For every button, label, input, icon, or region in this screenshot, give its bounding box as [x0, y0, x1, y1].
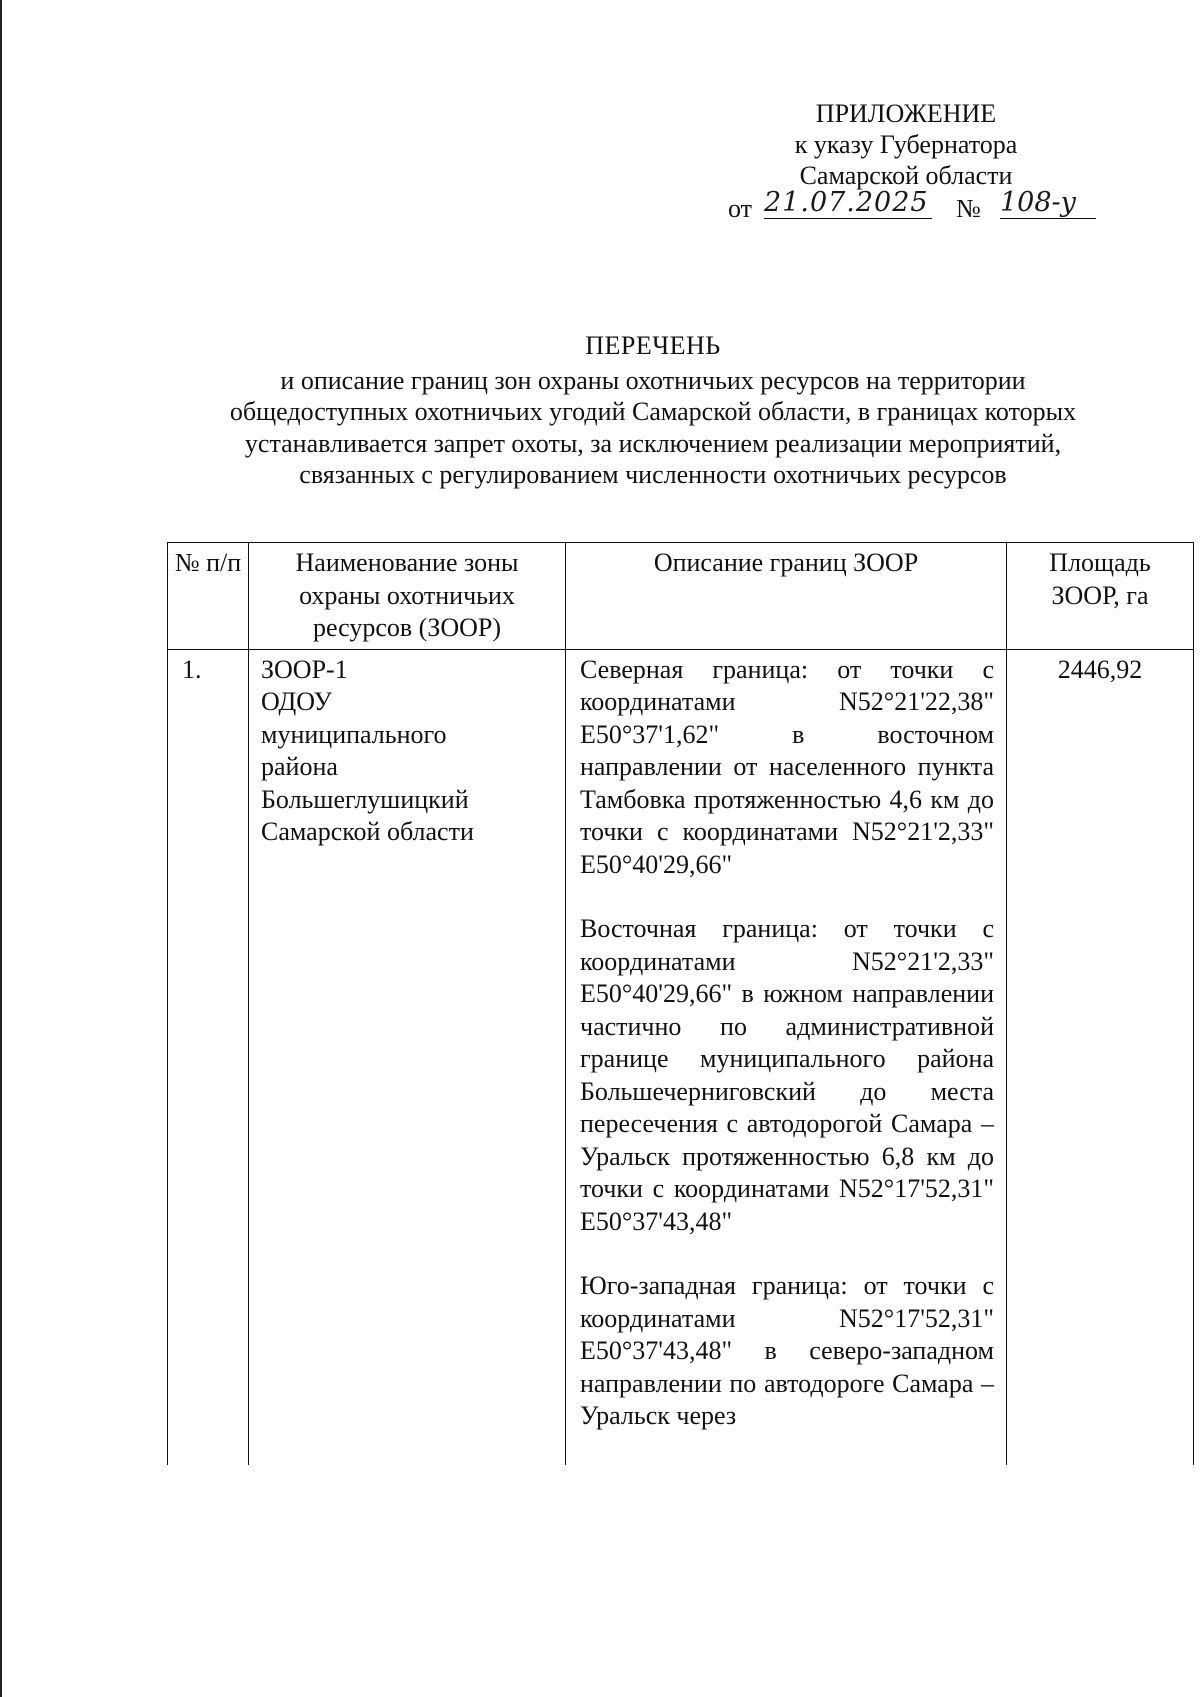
- zone-name-line: Самарской области: [261, 817, 474, 846]
- appendix-date-number-row: [700, 187, 1112, 225]
- north-boundary-text: Северная граница: от точки с координатами N52°21'22,38" E50°37'1,62" в восточном направлении от населенного пункта Тамбовка протяженностью 4,6 км до точки с координатами N52°21'2,33" E50°40'29,66": [580, 654, 994, 879]
- heading-line: устанавливается запрет охоты, за исключением реализации мероприятий,: [244, 428, 1062, 458]
- zones-table: [167, 542, 1194, 1465]
- handwritten-number: 108-у: [1000, 187, 1096, 219]
- row-boundary-description: [566, 649, 1007, 1465]
- header-name: Наименование зоны охраны охотничьих ресурсов (ЗООР): [249, 543, 566, 650]
- east-boundary-text: Восточная граница: от точки с координатами N52°21'2,33" E50°40'29,66" в южном направлении частично по административной границе муниципального района Большечерниговский до места пересечения с автодорогой Самара – Уральск протяженностью 6,8 км до точки с координатами N52°17'52,31" E50°37'43,48": [580, 914, 994, 1236]
- zone-name-line: ОДОУ: [261, 687, 332, 716]
- zone-name-line: муниципального: [261, 719, 447, 749]
- table-header-row: [168, 543, 1194, 650]
- header-num: № п/п: [168, 543, 249, 650]
- row-zone-name: [249, 649, 566, 1465]
- document-heading: [160, 330, 1146, 491]
- zone-name-line: Большеглушицкий: [261, 784, 469, 814]
- southwest-boundary-text: Юго-западная граница: от точки с координатами N52°17'52,31" E50°37'43,48" в северо-западном направлении по автодороге Самара – Уральск через: [580, 1271, 994, 1430]
- document-title: ПЕРЕЧЕНЬ: [585, 331, 721, 360]
- heading-line: и описание границ зон охраны охотничьих ресурсов на территории: [280, 365, 1026, 395]
- appendix-block: [700, 98, 1112, 225]
- appendix-title: ПРИЛОЖЕНИЕ: [815, 99, 997, 128]
- header-desc: Описание границ ЗООР: [566, 543, 1007, 650]
- header-area: Площадь ЗООР, га: [1007, 543, 1194, 650]
- zone-name-line: ЗООР-1: [261, 654, 348, 684]
- zone-name-line: района: [261, 752, 338, 781]
- heading-line: общедоступных охотничьих угодий Самарской области, в границах которых: [229, 397, 1077, 426]
- row-num: 1.: [168, 649, 249, 1465]
- from-label: от: [728, 194, 753, 223]
- handwritten-date: 21.07.2025: [764, 187, 932, 219]
- number-label: №: [956, 194, 981, 223]
- heading-line: связанных с регулированием численности охотничьих ресурсов: [299, 460, 1007, 489]
- table-row: [168, 649, 1194, 1465]
- appendix-region-line: Самарской области: [799, 161, 1013, 190]
- appendix-decree-line: к указу Губернатора: [794, 130, 1018, 159]
- page-left-edge: [0, 0, 2, 1697]
- row-area: 2446,92: [1007, 649, 1194, 1465]
